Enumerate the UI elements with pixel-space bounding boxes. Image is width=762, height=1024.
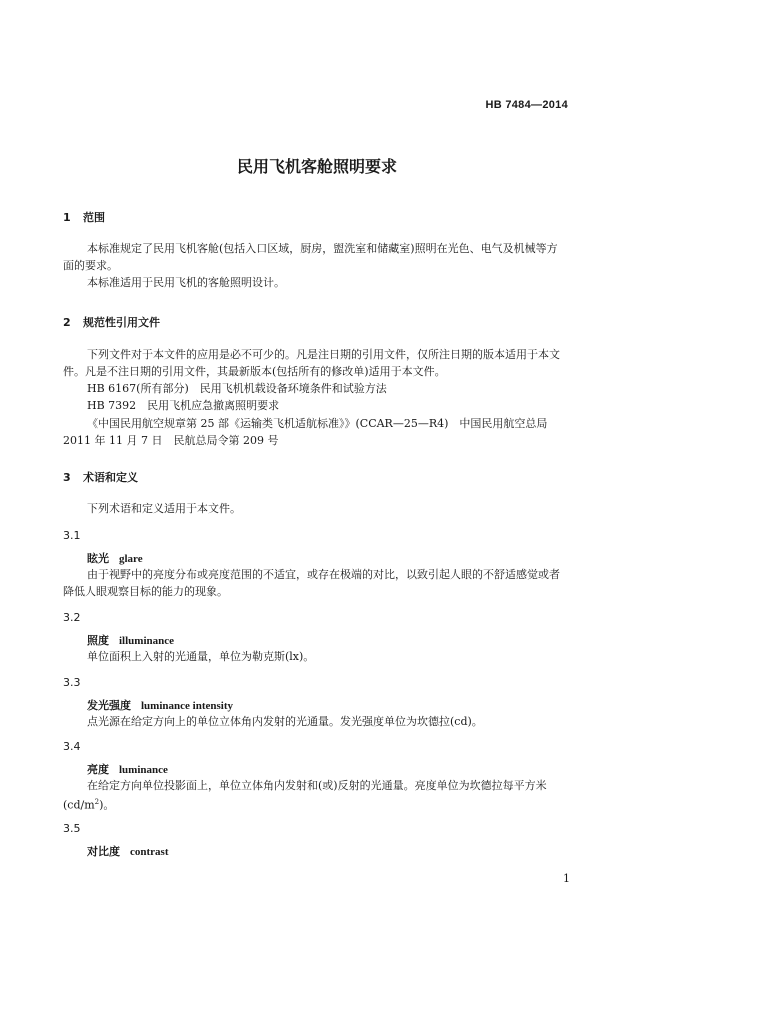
section-number: 3 [63, 471, 71, 484]
paragraph-line: 下列文件对于本文件的应用是必不可少的。凡是注日期的引用文件，仅所注日期的版本适用于本文 [87, 348, 560, 361]
term-cn: 发光强度 [87, 699, 131, 712]
term-en: contrast [130, 846, 169, 858]
term-heading [87, 761, 168, 777]
term-number: 3.3 [63, 676, 81, 689]
term-definition: 由于视野中的亮度分布或亮度范围的不适宜，或存在极端的对比，以致引起人眼的不舒适感觉或者 [87, 568, 560, 581]
term-definition: 单位面积上入射的光通量，单位为勒克斯(lx)。 [87, 650, 315, 663]
section-title: 规范性引用文件 [83, 316, 160, 329]
term-en: illuminance [119, 635, 175, 647]
reference-item: 2011 年 11 月 7 日 民航总局令第 209 号 [63, 434, 279, 447]
term-cn: 眩光 [87, 552, 109, 565]
term-en: luminance intensity [141, 700, 233, 712]
term-definition: 点光源在给定方向上的单位立体角内发射的光通量。发光强度单位为坎德拉(cd)。 [87, 715, 483, 728]
term-en: luminance [119, 764, 168, 776]
section-title: 范围 [83, 211, 105, 224]
term-number: 3.4 [63, 740, 81, 753]
paragraph-line: 面的要求。 [63, 259, 118, 272]
paragraph-line: 本标准适用于民用飞机的客舱照明设计。 [87, 276, 285, 289]
term-definition: 在给定方向单位投影面上，单位立体角内发射和(或)反射的光通量。亮度单位为坎德拉每平方米 [87, 779, 547, 792]
term-heading [87, 632, 174, 648]
reference-item: HB 6167(所有部分) 民用飞机机载设备环境条件和试验方法 [87, 382, 387, 395]
section-number: 1 [63, 211, 71, 224]
page-number: 1 [563, 872, 570, 885]
term-definition [63, 794, 114, 814]
section-title: 术语和定义 [83, 471, 138, 484]
paragraph-line: 下列术语和定义适用于本文件。 [87, 502, 241, 515]
term-heading [87, 550, 143, 566]
term-definition: 降低人眼观察目标的能力的现象。 [63, 585, 228, 598]
term-cn: 对比度 [87, 845, 120, 858]
section-2-heading [63, 314, 160, 330]
term-cn: 照度 [87, 634, 109, 647]
unit-text: (cd/m [63, 798, 95, 812]
reference-item: HB 7392 民用飞机应急撤离照明要求 [87, 399, 280, 412]
section-3-heading [63, 469, 138, 485]
reference-item: 《中国民用航空规章第 25 部《运输类飞机适航标准》》(CCAR—25—R4) 中国民用航空总局 [87, 417, 548, 430]
term-en: glare [119, 553, 143, 565]
term-heading [87, 843, 169, 859]
term-number: 3.1 [63, 529, 81, 542]
document-title: 民用飞机客舱照明要求 [236, 157, 397, 176]
term-heading [87, 697, 233, 713]
term-number: 3.2 [63, 611, 81, 624]
term-number: 3.5 [63, 822, 81, 835]
standard-number: HB 7484—2014 [485, 99, 568, 111]
section-1-heading [63, 209, 105, 225]
unit-text-end: )。 [99, 798, 115, 812]
section-number: 2 [63, 316, 71, 329]
paragraph-line: 件。凡是不注日期的引用文件，其最新版本(包括所有的修改单)适用于本文件。 [63, 365, 446, 378]
term-cn: 亮度 [87, 763, 109, 776]
unit-superscript: 2 [94, 798, 100, 806]
paragraph-line: 本标准规定了民用飞机客舱(包括入口区域，厨房，盥洗室和储藏室)照明在光色、电气及机械等方 [87, 242, 558, 255]
